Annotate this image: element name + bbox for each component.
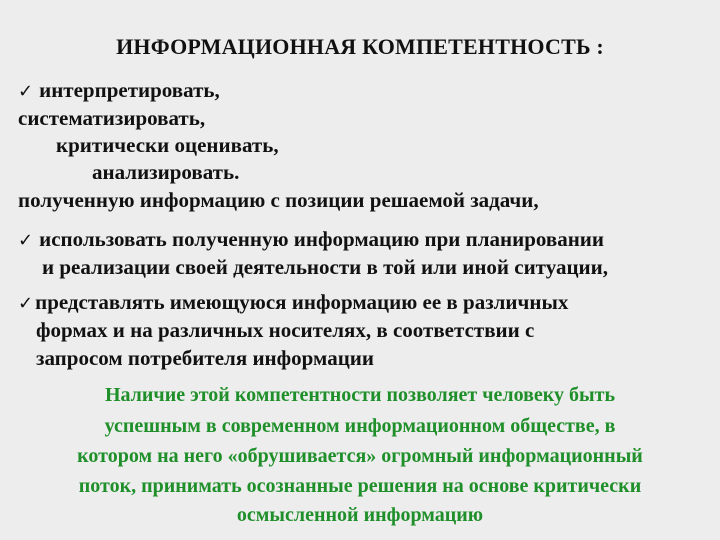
bullet-3-line-1	[18, 288, 568, 318]
bullet-2-text-1: использовать полученную информацию при планировании	[39, 227, 605, 251]
bullet-1-text-1: интерпретировать,	[39, 78, 220, 102]
conclusion-line-2: успешным в современном информационном обществе, в	[104, 415, 616, 437]
conclusion-line-4: поток, принимать осознанные решения на основе критически	[78, 475, 642, 497]
checkmark-icon: ✓	[18, 230, 34, 251]
conclusion-line-1: Наличие этой компетентности позволяет человеку быть	[104, 384, 616, 406]
bullet-1-line-5: полученную информацию с позиции решаемой задачи,	[18, 188, 539, 212]
bullet-1-line-3: критически оценивать,	[56, 133, 279, 157]
bullet-2-line-2: и реализации своей деятельности в той или иной ситуации,	[42, 255, 608, 279]
slide-title: ИНФОРМАЦИОННАЯ КОМПЕТЕНТНОСТЬ :	[116, 34, 604, 59]
checkmark-icon: ✓	[18, 81, 34, 102]
bullet-1-line-1	[18, 76, 220, 106]
bullet-3-line-2: формах и на различных носителях, в соответствии с	[36, 318, 535, 342]
bullet-1-line-2: систематизировать,	[18, 106, 206, 130]
checkmark-icon: ✓	[18, 293, 34, 314]
conclusion-line-5: осмысленной информацию	[236, 504, 484, 526]
bullet-2-line-1	[18, 225, 604, 255]
bullet-3-line-3: запросом потребителя информации	[36, 346, 374, 370]
conclusion-line-3: котором на него «обрушивается» огромный информационный	[77, 445, 643, 467]
bullet-1-line-4: анализировать.	[92, 160, 240, 184]
bullet-3-text-1: представлять имеющуюся информацию ее в различных	[35, 290, 569, 314]
